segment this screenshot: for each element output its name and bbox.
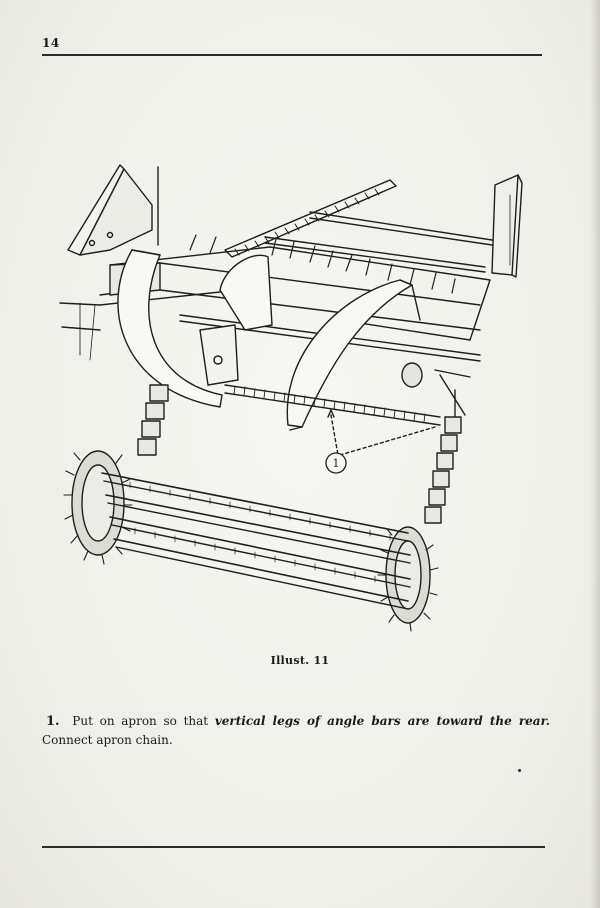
instruction-paragraph — [42, 712, 550, 749]
page-number: 14 — [42, 36, 60, 50]
header-rule — [42, 54, 542, 56]
illustration-caption: Illust. 11 — [270, 654, 330, 667]
page-edge-shadow — [590, 0, 600, 908]
machine-drawing-icon — [40, 155, 570, 650]
step-number: 1. — [46, 714, 60, 729]
print-speck — [518, 769, 521, 772]
callout-label: 1 — [332, 457, 340, 470]
instruction-emphasis: vertical legs of angle bars are toward the rear. — [214, 714, 550, 728]
instruction-text-before: Put on apron so that — [72, 714, 209, 728]
instruction-text-after: Connect apron chain. — [42, 733, 173, 747]
footer-rule — [42, 846, 545, 848]
